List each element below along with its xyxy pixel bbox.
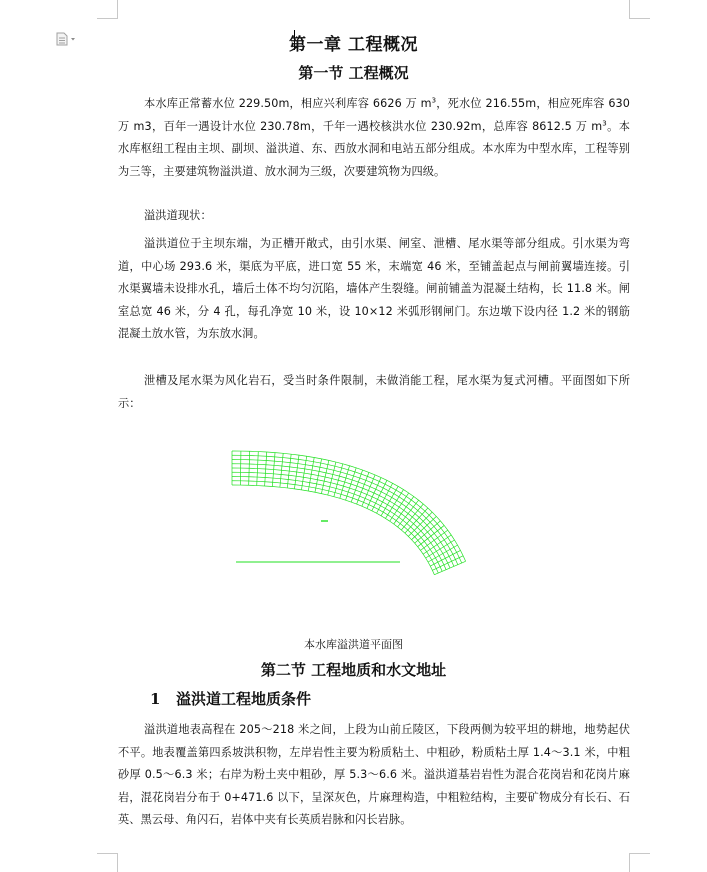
paragraph-spillway-description: 溢洪道位于主坝东端，为正槽开敞式，由引水渠、闸室、泄槽、尾水渠等部分组成。引水渠为弯道，中心场 293.6 米，渠底为平底，进口宽 55 米，末端宽 46 米，至铺盖起点与闸前翼墙连接。引水渠翼墙未设排水孔，墙后土体不均匀沉陷，墙体产生裂缝。闸前铺盖为混凝土结构，长 11.8 米。闸室总宽 46 米，分 4 孔，每孔净宽 10 米，设 10×12 米弧形钢闸门。东边墩下设内径 1.2 米的钢筋混凝土放水管，为东放水洞。 — [118, 233, 630, 346]
margin-mark-top-right — [629, 0, 650, 19]
paragraph-chute-tailrace: 泄槽及尾水渠为风化岩石，受当时条件限制，未做消能工程，尾水渠为复式河槽。平面图如下所示： — [118, 370, 630, 415]
margin-mark-top-left — [97, 0, 118, 19]
subsection1-heading — [150, 688, 311, 709]
margin-mark-bottom-right — [629, 853, 650, 872]
paragraph-spillway-geology: 溢洪道地表高程在 205～218 米之间，上段为山前丘陵区，下段两侧为较平坦的耕地，地势起伏不平。地表覆盖第四系坡洪积物，左岸岩性主要为粉质粘土、中粗砂，粉质粘土厚 1.4～3.1 米，中粗砂厚 0.5～6.3 米；右岸为粉土夹中粗砂，厚 5.3～6.6 米。溢洪道基岩岩性为混合花岗岩和花岗片麻岩，混花岗岩分布于 0+471.6 以下，呈深灰色，片麻理构造，中粗粒结构，主要矿物成分有长石、石英、黑云母、角闪石，岩体中夹有长英质岩脉和闪长岩脉。 — [118, 719, 630, 832]
subsection1-number: 1 — [150, 690, 176, 708]
spillway-plan-drawing — [222, 446, 472, 596]
spillway-grid-line — [232, 485, 434, 575]
margin-mark-bottom-left — [97, 853, 118, 872]
paragraph-spillway-status-label: 溢洪道现状： — [118, 205, 630, 228]
spillway-grid-line — [232, 477, 442, 572]
section1-title: 第一节 工程概况 — [0, 62, 707, 83]
paragraph-reservoir-overview: 本水库正常蓄水位 229.50m，相应兴利库容 6626 万 $m^3$，死水位 216.55m，相应死库容 630 万 m3，百年一遇设计水位 230.78m，千年一遇校核洪水位 230.92m，总库容 8612.5 万 $m^3$。本水库枢纽工程由主坝、副坝、溢洪道、东、西放水洞和电站五部分组成。本水库为中型水库，工程等别为三等，主要建筑物溢洪道、放水洞为三级，次要建筑物为四级。 — [118, 93, 630, 183]
spillway-grid-line — [232, 472, 446, 569]
chapter-title: 第一章 工程概况 — [0, 30, 707, 55]
figure-caption: 本水库溢洪道平面图 — [0, 636, 707, 652]
subsection1-title: 溢洪道工程地质条件 — [176, 690, 311, 708]
section2-title: 第二节 工程地质和水文地址 — [0, 659, 707, 680]
